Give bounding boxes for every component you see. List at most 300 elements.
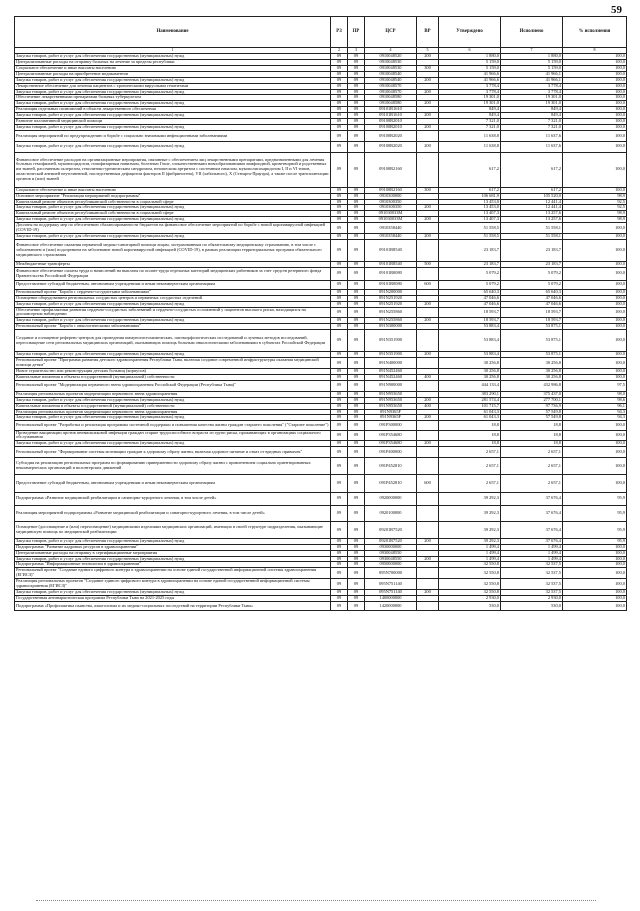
row-vr: 200 [417, 205, 439, 211]
row-csr: 09100R2010 [365, 119, 417, 125]
row-name: Проведение вакцинации против пневмококковой инфекции граждан старше трудоспособного возраста из групп риска, проживающих в организациях социального обслуживания [15, 430, 331, 441]
row-rz: 09 [331, 318, 348, 324]
row-approved: 32 550,8 [439, 579, 501, 590]
row-name: Закупка товаров, работ и услуг для обеспечения государственных (муниципальных) нужд [15, 101, 331, 107]
header-row [15, 17, 627, 48]
table-row [15, 130, 627, 141]
row-approved: 32 550,8 [439, 590, 501, 596]
row-rz: 09 [331, 568, 348, 579]
row-approved: 30 256,8 [439, 374, 501, 380]
row-executed: 32 537,5 [501, 579, 563, 590]
row-approved: 13 453,0 [439, 199, 501, 205]
row-name: Реализация отдельных полномочий в области лекарственного обеспечения [15, 107, 331, 113]
row-approved: 23 183,7 [439, 239, 501, 261]
row-executed: 2 657,1 [501, 458, 563, 474]
row-percent: 100,0 [563, 430, 627, 441]
row-pr: 09 [348, 318, 365, 324]
row-vr [417, 330, 439, 352]
row-name: Закупка товаров, работ и услуг для обеспечения государственных (муниципальных) нужд [15, 113, 331, 119]
row-percent: 100,0 [563, 441, 627, 447]
row-executed: 12 441,4 [501, 199, 563, 205]
row-rz: 09 [331, 141, 348, 152]
row-executed: 19 301,0 [501, 95, 563, 101]
budget-table [14, 16, 627, 611]
row-approved: 2 930,0 [439, 595, 501, 601]
row-approved: 3 778,4 [439, 83, 501, 89]
row-csr: 091N251920 [365, 301, 417, 307]
row-pr: 09 [348, 295, 365, 301]
row-approved: 7 321,0 [439, 125, 501, 131]
row-rz: 09 [331, 368, 348, 374]
row-rz: 09 [331, 217, 348, 223]
row-percent: 100,0 [563, 101, 627, 107]
row-approved: 7 321,0 [439, 119, 501, 125]
row-csr: 091P400000 [365, 447, 417, 458]
row-csr: 0910048530 [365, 59, 417, 65]
row-pr: 09 [348, 152, 365, 187]
row-csr: 091P354680 [365, 441, 417, 447]
row-name: Капитальные вложения в объекты государственной (муниципальной) собственности [15, 374, 331, 380]
row-vr: 600 [417, 280, 439, 289]
table-row [15, 330, 627, 352]
row-approved: 5 159,0 [439, 59, 501, 65]
row-csr: 095N751140 [365, 590, 417, 596]
row-approved: 61 043,3 [439, 415, 501, 421]
row-name: Капитальный ремонт объектов республиканской собственности в социальной сфере [15, 199, 331, 205]
header-percent: % исполнения [563, 17, 627, 48]
row-executed: 13 257,6 [501, 217, 563, 223]
row-executed: 432 986,8 [501, 380, 563, 391]
row-pr: 09 [348, 187, 365, 193]
table-row [15, 505, 627, 521]
row-pr: 09 [348, 130, 365, 141]
row-percent: 92,5 [563, 199, 627, 205]
row-approved: 1 499,4 [439, 550, 501, 556]
row-executed: 41 966,1 [501, 77, 563, 83]
row-executed: 1 499,4 [501, 544, 563, 550]
row-name: Закупка товаров, работ и услуг для обеспечения государственных (муниципальных) нужд [15, 54, 331, 60]
row-name: Финансовое обеспечение оплаты труда и начислений на выплаты по оплате труда отдельных категорий медицинских работников за счет средств резервного фонда Правительства Российской Федерации [15, 267, 331, 280]
row-executed: 37 676,4 [501, 493, 563, 506]
row-executed: 5 079,2 [501, 267, 563, 280]
row-approved: 32 550,8 [439, 562, 501, 568]
row-pr: 09 [348, 113, 365, 119]
row-vr: 200 [417, 397, 439, 403]
row-rz: 09 [331, 505, 348, 521]
row-rz: 09 [331, 65, 348, 71]
row-name: Региональный проект "Разработка и реализация программы системной поддержки и повышения качества жизни граждан старшего поколения" ("Старшее поколение") [15, 421, 331, 430]
row-executed: 47 046,6 [501, 295, 563, 301]
row-executed: 11 637,6 [501, 141, 563, 152]
row-executed: 18 593,7 [501, 318, 563, 324]
table-row [15, 421, 627, 430]
table-row [15, 239, 627, 261]
row-rz: 09 [331, 493, 348, 506]
row-approved: 444 133,4 [439, 380, 501, 391]
row-pr: 09 [348, 409, 365, 415]
row-pr: 09 [348, 522, 365, 538]
row-pr: 09 [348, 223, 365, 234]
row-vr [417, 307, 439, 318]
row-rz: 09 [331, 380, 348, 391]
row-percent: 100,0 [563, 119, 627, 125]
row-percent: 100,0 [563, 77, 627, 83]
row-name: Закупка товаров, работ и услуг для обеспечения государственных (муниципальных) нужд [15, 125, 331, 131]
row-percent: 100,0 [563, 601, 627, 610]
row-percent: 100,0 [563, 556, 627, 562]
row-executed: 105 520,0 [501, 193, 563, 199]
row-pr: 09 [348, 119, 365, 125]
row-name: Предоставление субсидий бюджетным, автономным учреждениям и иным некоммерческим организациям [15, 280, 331, 289]
row-percent: 95,9 [563, 505, 627, 521]
row-pr: 09 [348, 505, 365, 521]
row-percent: 95,9 [563, 493, 627, 506]
row-rz: 09 [331, 239, 348, 261]
column-number: 4 [365, 48, 417, 54]
row-approved: 61 043,3 [439, 409, 501, 415]
row-name: Реализация региональных проектов модернизации первичного звена здравоохранения [15, 409, 331, 415]
row-percent: 100,0 [563, 374, 627, 380]
row-rz: 09 [331, 223, 348, 234]
row-pr: 09 [348, 217, 365, 223]
row-rz: 09 [331, 89, 348, 95]
row-vr: 200 [417, 352, 439, 358]
row-csr: 0910048570 [365, 83, 417, 89]
row-pr: 09 [348, 107, 365, 113]
header-approved: Утверждено [439, 17, 501, 48]
row-rz: 09 [331, 152, 348, 187]
row-csr: 1420000000 [365, 601, 417, 610]
row-rz: 09 [331, 595, 348, 601]
row-pr: 09 [348, 307, 365, 318]
table-row [15, 522, 627, 538]
row-executed: 18,8 [501, 430, 563, 441]
row-name: Реализация региональных проектов модернизации первичного звена здравоохранения [15, 391, 331, 397]
row-executed: 849,4 [501, 113, 563, 119]
header-rz: РЗ [331, 17, 348, 48]
row-percent: 100,0 [563, 458, 627, 474]
row-approved: 11 638,8 [439, 130, 501, 141]
row-percent: 100,0 [563, 568, 627, 579]
row-rz: 09 [331, 280, 348, 289]
row-approved: 32 550,8 [439, 568, 501, 579]
row-pr: 09 [348, 368, 365, 374]
row-percent: 100,0 [563, 95, 627, 101]
row-rz: 09 [331, 54, 348, 60]
row-name: Подпрограмма «Развитие медицинской реабилитации и санаторно-курортного лечения, в том числе детей» [15, 493, 331, 506]
row-vr [417, 430, 439, 441]
row-pr: 09 [348, 556, 365, 562]
row-approved: 18,8 [439, 441, 501, 447]
row-pr: 09 [348, 358, 365, 369]
row-csr: 0910358440 [365, 234, 417, 240]
row-csr: 0930000000 [365, 544, 417, 550]
row-rz: 09 [331, 101, 348, 107]
row-executed: 51 558,1 [501, 234, 563, 240]
row-approved: 617,2 [439, 187, 501, 193]
row-percent: 100,0 [563, 289, 627, 295]
row-executed: 51 558,1 [501, 223, 563, 234]
row-percent: 100,0 [563, 562, 627, 568]
row-vr [417, 421, 439, 430]
header-name: Наименование [15, 17, 331, 48]
row-executed: 32 537,5 [501, 568, 563, 579]
table-row [15, 223, 627, 234]
row-executed: 13 257,6 [501, 211, 563, 217]
table-body [15, 54, 627, 611]
header-vr: ВР [417, 17, 439, 48]
row-csr: 09201R7520 [365, 538, 417, 544]
row-name: Субсидия на реализацию региональных программ по формированию приверженности здоровому образу жизни с привлечением социально ориентированных некоммерческих организаций и волонтерских движений [15, 458, 331, 474]
row-pr: 09 [348, 77, 365, 83]
row-name: Закупка товаров, работ и услуг для обеспечения государственных (муниципальных) нужд [15, 352, 331, 358]
column-number: 7 [501, 48, 563, 54]
row-pr: 09 [348, 391, 365, 397]
row-rz: 09 [331, 474, 348, 492]
row-name: Капитальный ремонт объектов республиканской собственности в социальной сфере [15, 211, 331, 217]
row-csr: 0920100000 [365, 505, 417, 521]
column-number: 8 [563, 48, 627, 54]
row-pr: 09 [348, 562, 365, 568]
row-pr: 09 [348, 397, 365, 403]
row-rz: 09 [331, 352, 348, 358]
row-csr: 091P300000 [365, 421, 417, 430]
row-csr: 0910048580 [365, 95, 417, 101]
row-vr [417, 267, 439, 280]
row-pr: 09 [348, 579, 365, 590]
row-percent: 98,9 [563, 217, 627, 223]
row-executed: 30 256,8 [501, 368, 563, 374]
row-name: Подпрограмма «Профилактика пьянства, алкоголизма и их медико-социальных последствий на территории Республики Тыва» [15, 601, 331, 610]
row-executed: 30 256,8 [501, 358, 563, 369]
row-csr: 091N452460 [365, 374, 417, 380]
row-csr: 091N900000 [365, 380, 417, 391]
row-name: Закупка товаров, работ и услуг для обеспечения государственных (муниципальных) нужд [15, 397, 331, 403]
row-approved: 30 256,8 [439, 358, 501, 369]
row-pr: 09 [348, 71, 365, 77]
row-rz: 09 [331, 234, 348, 240]
row-approved: 13 453,0 [439, 205, 501, 211]
row-csr: 0910048540 [365, 77, 417, 83]
row-rz: 09 [331, 421, 348, 430]
row-csr: 0950000000 [365, 562, 417, 568]
row-executed: 277 700,1 [501, 397, 563, 403]
row-vr: 200 [417, 301, 439, 307]
row-executed: 47 046,6 [501, 301, 563, 307]
row-rz: 09 [331, 77, 348, 83]
row-rz: 09 [331, 199, 348, 205]
row-name: Региональный проект "Формирование системы мотивации граждан к здоровому образу жизни, включая здоровое питание и отказ от вредных привычек" [15, 447, 331, 458]
row-approved: 53 883,4 [439, 324, 501, 330]
row-rz: 09 [331, 430, 348, 441]
row-pr: 09 [348, 415, 365, 421]
row-rz: 09 [331, 590, 348, 596]
row-percent: 100,0 [563, 330, 627, 352]
row-vr: 200 [417, 113, 439, 119]
row-approved: 2 657,1 [439, 447, 501, 458]
row-rz: 09 [331, 119, 348, 125]
row-csr: 091P354680 [365, 430, 417, 441]
row-vr [417, 380, 439, 391]
row-percent: 100,0 [563, 83, 627, 89]
row-vr: 600 [417, 474, 439, 492]
row-pr: 09 [348, 205, 365, 211]
row-pr: 09 [348, 199, 365, 205]
row-rz: 09 [331, 113, 348, 119]
row-rz: 09 [331, 107, 348, 113]
row-csr: 0910048540 [365, 71, 417, 77]
row-csr: 091P452810 [365, 458, 417, 474]
row-name: Межбюджетные трансферты [15, 261, 331, 267]
row-pr: 09 [348, 89, 365, 95]
row-rz: 09 [331, 125, 348, 131]
row-percent: 100,0 [563, 368, 627, 374]
row-name: Централизованные расходы на отправку больных на лечение за пределы республики [15, 59, 331, 65]
row-vr [417, 568, 439, 579]
row-executed: 7 321,0 [501, 119, 563, 125]
row-csr: 0930048550 [365, 556, 417, 562]
row-percent: 100,0 [563, 152, 627, 187]
row-percent: 100,0 [563, 125, 627, 131]
row-executed: 5 159,0 [501, 59, 563, 65]
table-row [15, 141, 627, 152]
row-csr: 09101R1610 [365, 113, 417, 119]
row-rz: 09 [331, 544, 348, 550]
row-csr: 095N751140 [365, 579, 417, 590]
row-name: Реализация мероприятий подпрограммы «Развитие медицинской реабилитации и санаторно-курортного лечения, в том числе детей» [15, 505, 331, 521]
row-pr: 09 [348, 95, 365, 101]
row-vr [417, 505, 439, 521]
row-pr: 09 [348, 289, 365, 295]
row-csr: 091N351900 [365, 330, 417, 352]
row-approved: 19 301,0 [439, 101, 501, 107]
row-executed: 849,4 [501, 107, 563, 113]
row-vr: 200 [417, 234, 439, 240]
row-name: Подпрограмма "Информационные технологии в здравоохранении" [15, 562, 331, 568]
row-vr: 200 [417, 415, 439, 421]
row-rz: 09 [331, 447, 348, 458]
row-percent: 100,0 [563, 550, 627, 556]
row-percent: 92,5 [563, 205, 627, 211]
table-row [15, 430, 627, 441]
header-executed: Исполнено [501, 17, 563, 48]
row-vr [417, 223, 439, 234]
row-vr [417, 358, 439, 369]
row-executed: 3 778,4 [501, 83, 563, 89]
row-percent: 100,0 [563, 89, 627, 95]
row-rz: 09 [331, 458, 348, 474]
row-approved: 47 046,6 [439, 295, 501, 301]
row-approved: 530,0 [439, 601, 501, 610]
row-csr: 09100R2010 [365, 125, 417, 131]
row-approved: 39 292,3 [439, 538, 501, 544]
row-name: Региональный проект "Программа развития детского здравоохранения Республики Тыва, включая создание современной инфраструктуры оказания медицинской помощи детям" [15, 358, 331, 369]
row-rz: 09 [331, 187, 348, 193]
row-csr: 09100R2160 [365, 187, 417, 193]
row-approved: 65 640,3 [439, 289, 501, 295]
row-csr: 0910300000 [365, 193, 417, 199]
row-rz: 09 [331, 307, 348, 318]
row-approved: 2 657,1 [439, 474, 501, 492]
table-row [15, 474, 627, 492]
row-vr: 200 [417, 77, 439, 83]
row-name: Закупка товаров, работ и услуг для обеспечения государственных (муниципальных) нужд [15, 538, 331, 544]
row-vr [417, 601, 439, 610]
row-executed: 5 159,0 [501, 65, 563, 71]
row-percent: 98,0 [563, 391, 627, 397]
row-csr: 0910048570 [365, 89, 417, 95]
row-approved: 1 499,4 [439, 544, 501, 550]
row-csr: 0910300350 [365, 205, 417, 211]
row-approved: 18 593,7 [439, 318, 501, 324]
row-pr: 09 [348, 211, 365, 217]
row-vr [417, 458, 439, 474]
row-csr: 091N400000 [365, 358, 417, 369]
row-approved: 30 256,8 [439, 368, 501, 374]
row-name: Обеспечение лекарственными препаратами больных туберкулезом [15, 95, 331, 101]
row-pr: 09 [348, 458, 365, 474]
row-name: Закупка товаров, работ и услуг для обеспечения государственных (муниципальных) нужд [15, 205, 331, 211]
header-pr: ПР [348, 17, 365, 48]
row-percent: 94,3 [563, 415, 627, 421]
table-row [15, 458, 627, 474]
row-csr: 0920000000 [365, 493, 417, 506]
row-executed: 617,2 [501, 187, 563, 193]
row-percent: 100,0 [563, 239, 627, 261]
row-rz: 09 [331, 358, 348, 369]
column-number: 5 [417, 48, 439, 54]
row-approved: 23 183,7 [439, 261, 501, 267]
row-rz: 09 [331, 374, 348, 380]
row-name: Централизованные расходы на приобретение медикаментов [15, 71, 331, 77]
row-rz: 09 [331, 95, 348, 101]
row-vr: 400 [417, 403, 439, 409]
table-row [15, 280, 627, 289]
row-approved: 53 883,4 [439, 352, 501, 358]
row-approved: 41 966,6 [439, 77, 501, 83]
row-approved: 849,4 [439, 113, 501, 119]
row-name: Социальное обеспечение и иные выплаты населению [15, 65, 331, 71]
row-pr: 09 [348, 267, 365, 280]
row-name: Лекарственное обеспечение для лечения пациентов с хроническими вирусными гепатитами [15, 83, 331, 89]
row-executed: 1 499,4 [501, 556, 563, 562]
row-percent: 100,0 [563, 474, 627, 492]
row-percent: 94,3 [563, 409, 627, 415]
row-approved: 41 966,6 [439, 71, 501, 77]
row-csr: 09100R2020 [365, 130, 417, 141]
row-rz: 09 [331, 330, 348, 352]
row-rz: 09 [331, 71, 348, 77]
page-bottom-divider [36, 900, 596, 906]
row-name: Региональный проект "Борьба с онкологическими заболеваниями" [15, 324, 331, 330]
row-rz: 09 [331, 601, 348, 610]
table-row [15, 307, 627, 318]
row-approved: 51 558,5 [439, 223, 501, 234]
row-name: Закупка товаров, работ и услуг для обеспечения государственных (муниципальных) нужд [15, 301, 331, 307]
row-name: Основное мероприятие "Реализация мероприятий подпрограммы" [15, 193, 331, 199]
row-pr: 09 [348, 403, 365, 409]
row-vr: 200 [417, 318, 439, 324]
row-name: Закупка товаров, работ и услуг для обеспечения государственных (муниципальных) нужд [15, 89, 331, 95]
row-name: Финансовое обеспечение оказания первичной медико-санитарной помощи лицам, застрахованным по обязательному медицинскому страхованию, в том числе с заболеванием и (или) подозрением на заболевание новой коронавирусной инфекцией (COVID-19), в рамках реализации территориальных программ обязательного медицинского страхования [15, 239, 331, 261]
row-name: Капитальные вложения в объекты государственной (муниципальной) собственности [15, 403, 331, 409]
row-rz: 09 [331, 83, 348, 89]
row-name: Оснащение оборудованием региональных сосудистых центров и первичных сосудистых отделений [15, 295, 331, 301]
row-pr: 09 [348, 280, 365, 289]
row-rz: 09 [331, 295, 348, 301]
row-rz: 09 [331, 301, 348, 307]
table-row [15, 493, 627, 506]
